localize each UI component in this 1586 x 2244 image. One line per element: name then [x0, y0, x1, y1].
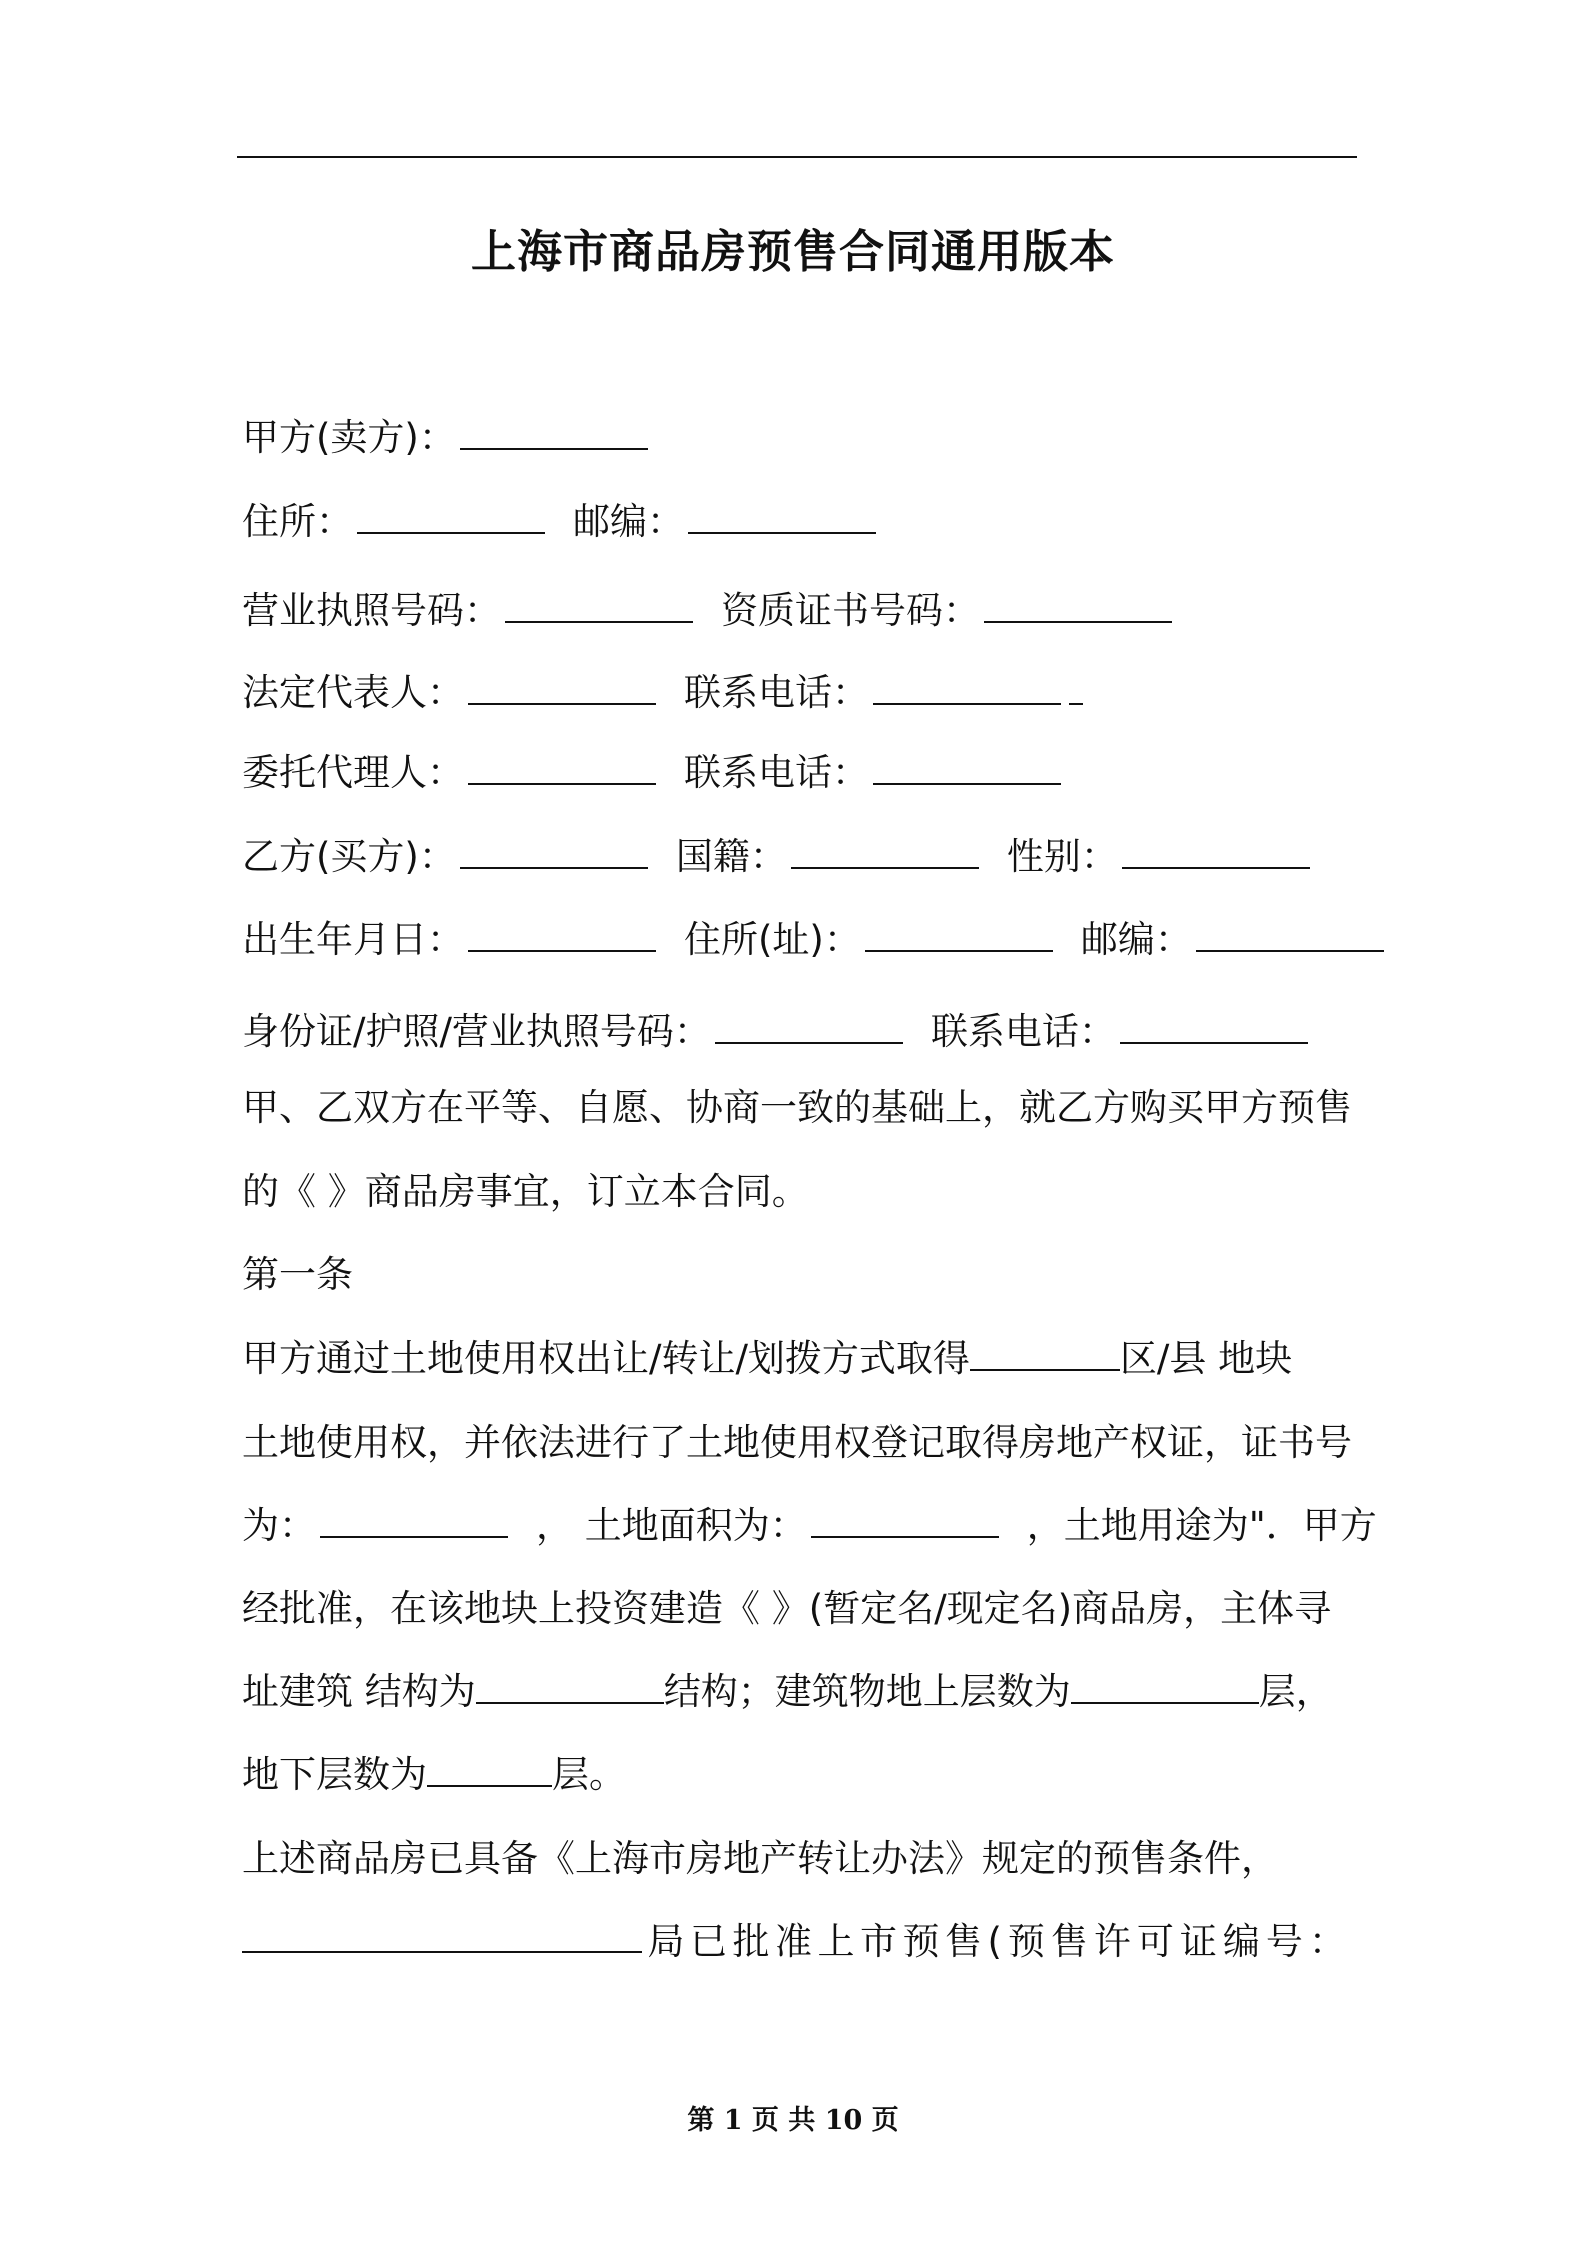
gender-blank — [1122, 833, 1310, 869]
birth-blank — [468, 916, 656, 952]
land-area-label: ， 土地面积为： — [536, 1504, 807, 1547]
legal-rep-blank — [468, 669, 656, 705]
approving-authority-blank — [242, 1917, 642, 1953]
presale-char: 局 — [647, 1920, 685, 1963]
buyer-blank — [460, 833, 648, 869]
buyer-phone-blank — [1120, 1008, 1308, 1044]
buyer-phone-label: 联系电话： — [930, 1010, 1116, 1053]
floors-below-label: 地下层数为 — [242, 1753, 427, 1796]
legal-rep-phone-label: 联系电话： — [684, 671, 869, 714]
document-title: 上海市商品房预售合同通用版本 — [470, 225, 1115, 278]
agent-label: 委托代理人： — [242, 751, 464, 794]
seller-license-line — [242, 586, 1176, 636]
buyer-line — [242, 832, 1314, 882]
nationality-label: 国籍： — [675, 835, 787, 878]
floors-above-blank — [1071, 1668, 1259, 1704]
article-1-line-1 — [242, 1334, 1292, 1384]
presale-char: 预 — [902, 1920, 940, 1963]
seller-address-blank — [357, 498, 545, 534]
agent-blank — [468, 749, 656, 785]
presale-permit-label: (预售许可证编号： — [987, 1920, 1352, 1963]
buyer-address-label: 住所(址)： — [684, 918, 861, 961]
article-1-line-6 — [242, 1750, 626, 1800]
qualification-label: 资质证书号码： — [721, 589, 980, 632]
floors-below-unit: 层。 — [552, 1753, 626, 1796]
certificate-number-label: 为： — [242, 1504, 316, 1547]
agent-line — [242, 748, 1065, 798]
intro-line-1: 甲、乙双方在平等、自愿、协商一致的基础上，就乙方购买甲方预售 — [242, 1086, 1352, 1129]
presale-char: 已 — [690, 1920, 727, 1963]
seller-address-line — [242, 497, 880, 547]
seller-postcode-label: 邮编： — [573, 500, 684, 543]
structure-label: 址建筑 结构为 — [242, 1670, 476, 1713]
floors-below-blank — [427, 1751, 552, 1787]
district-blank — [970, 1335, 1120, 1371]
buyer-postcode-label: 邮编： — [1080, 918, 1192, 961]
qualification-blank — [984, 587, 1172, 623]
presale-char: 准 — [775, 1920, 812, 1963]
legal-rep-line — [242, 668, 1087, 718]
article-1-heading: 第一条 — [242, 1253, 353, 1296]
seller-label: 甲方(卖方)： — [242, 416, 456, 459]
legal-rep-phone-blank-extra — [1069, 669, 1083, 705]
seller-blank — [460, 414, 648, 450]
seller-address-label: 住所： — [242, 500, 353, 543]
article-1-line-2: 土地使用权，并依法进行了土地使用权登记取得房地产权证，证书号 — [242, 1421, 1352, 1464]
seller-postcode-blank — [688, 498, 876, 534]
article-1-line-4: 经批准，在该地块上投资建造《 》(暂定名/现定名)商品房，主体寻 — [242, 1587, 1332, 1630]
intro-line-2: 的《 》商品房事宜，订立本合同。 — [242, 1170, 809, 1213]
paragraph-2-line-2 — [242, 1917, 1352, 1967]
presale-char: 市 — [860, 1920, 897, 1963]
district-county-text: 区/县 地块 — [1119, 1337, 1293, 1380]
article-1-line-3 — [242, 1501, 1377, 1551]
legal-rep-phone-blank — [873, 669, 1061, 705]
business-license-blank — [505, 587, 693, 623]
buyer-id-line — [242, 1007, 1312, 1057]
presale-char: 批 — [732, 1920, 770, 1963]
agent-phone-blank — [873, 749, 1061, 785]
legal-rep-label: 法定代表人： — [242, 671, 464, 714]
land-area-blank — [811, 1502, 999, 1538]
floors-above-unit: 层， — [1258, 1670, 1333, 1713]
header-rule — [237, 156, 1357, 158]
land-use-label: ，土地用途为"．甲方 — [1026, 1504, 1377, 1547]
agent-phone-label: 联系电话： — [684, 751, 869, 794]
buyer-birth-line — [242, 915, 1388, 965]
id-blank — [715, 1008, 903, 1044]
nationality-blank — [791, 833, 979, 869]
paragraph-2-line-1: 上述商品房已具备《上海市房地产转让办法》规定的预售条件， — [242, 1837, 1278, 1880]
buyer-address-blank — [865, 916, 1053, 952]
id-label: 身份证/护照/营业执照号码： — [242, 1010, 711, 1053]
buyer-postcode-blank — [1196, 916, 1384, 952]
business-license-label: 营业执照号码： — [242, 589, 501, 632]
certificate-number-blank — [320, 1502, 508, 1538]
page-number: 第 1 页 共 10 页 — [687, 2105, 899, 2136]
article-1-line-5 — [242, 1667, 1333, 1717]
birth-label: 出生年月日： — [242, 918, 464, 961]
buyer-label: 乙方(买方)： — [242, 835, 456, 878]
gender-label: 性别： — [1006, 835, 1118, 878]
structure-blank — [476, 1668, 664, 1704]
presale-char: 售 — [945, 1920, 982, 1963]
seller-line — [242, 413, 652, 463]
floors-above-label: 结构；建筑物地上层数为 — [663, 1670, 1071, 1713]
land-method-text: 甲方通过土地使用权出让/转让/划拨方式取得 — [242, 1337, 970, 1380]
presale-char: 上 — [817, 1920, 855, 1963]
